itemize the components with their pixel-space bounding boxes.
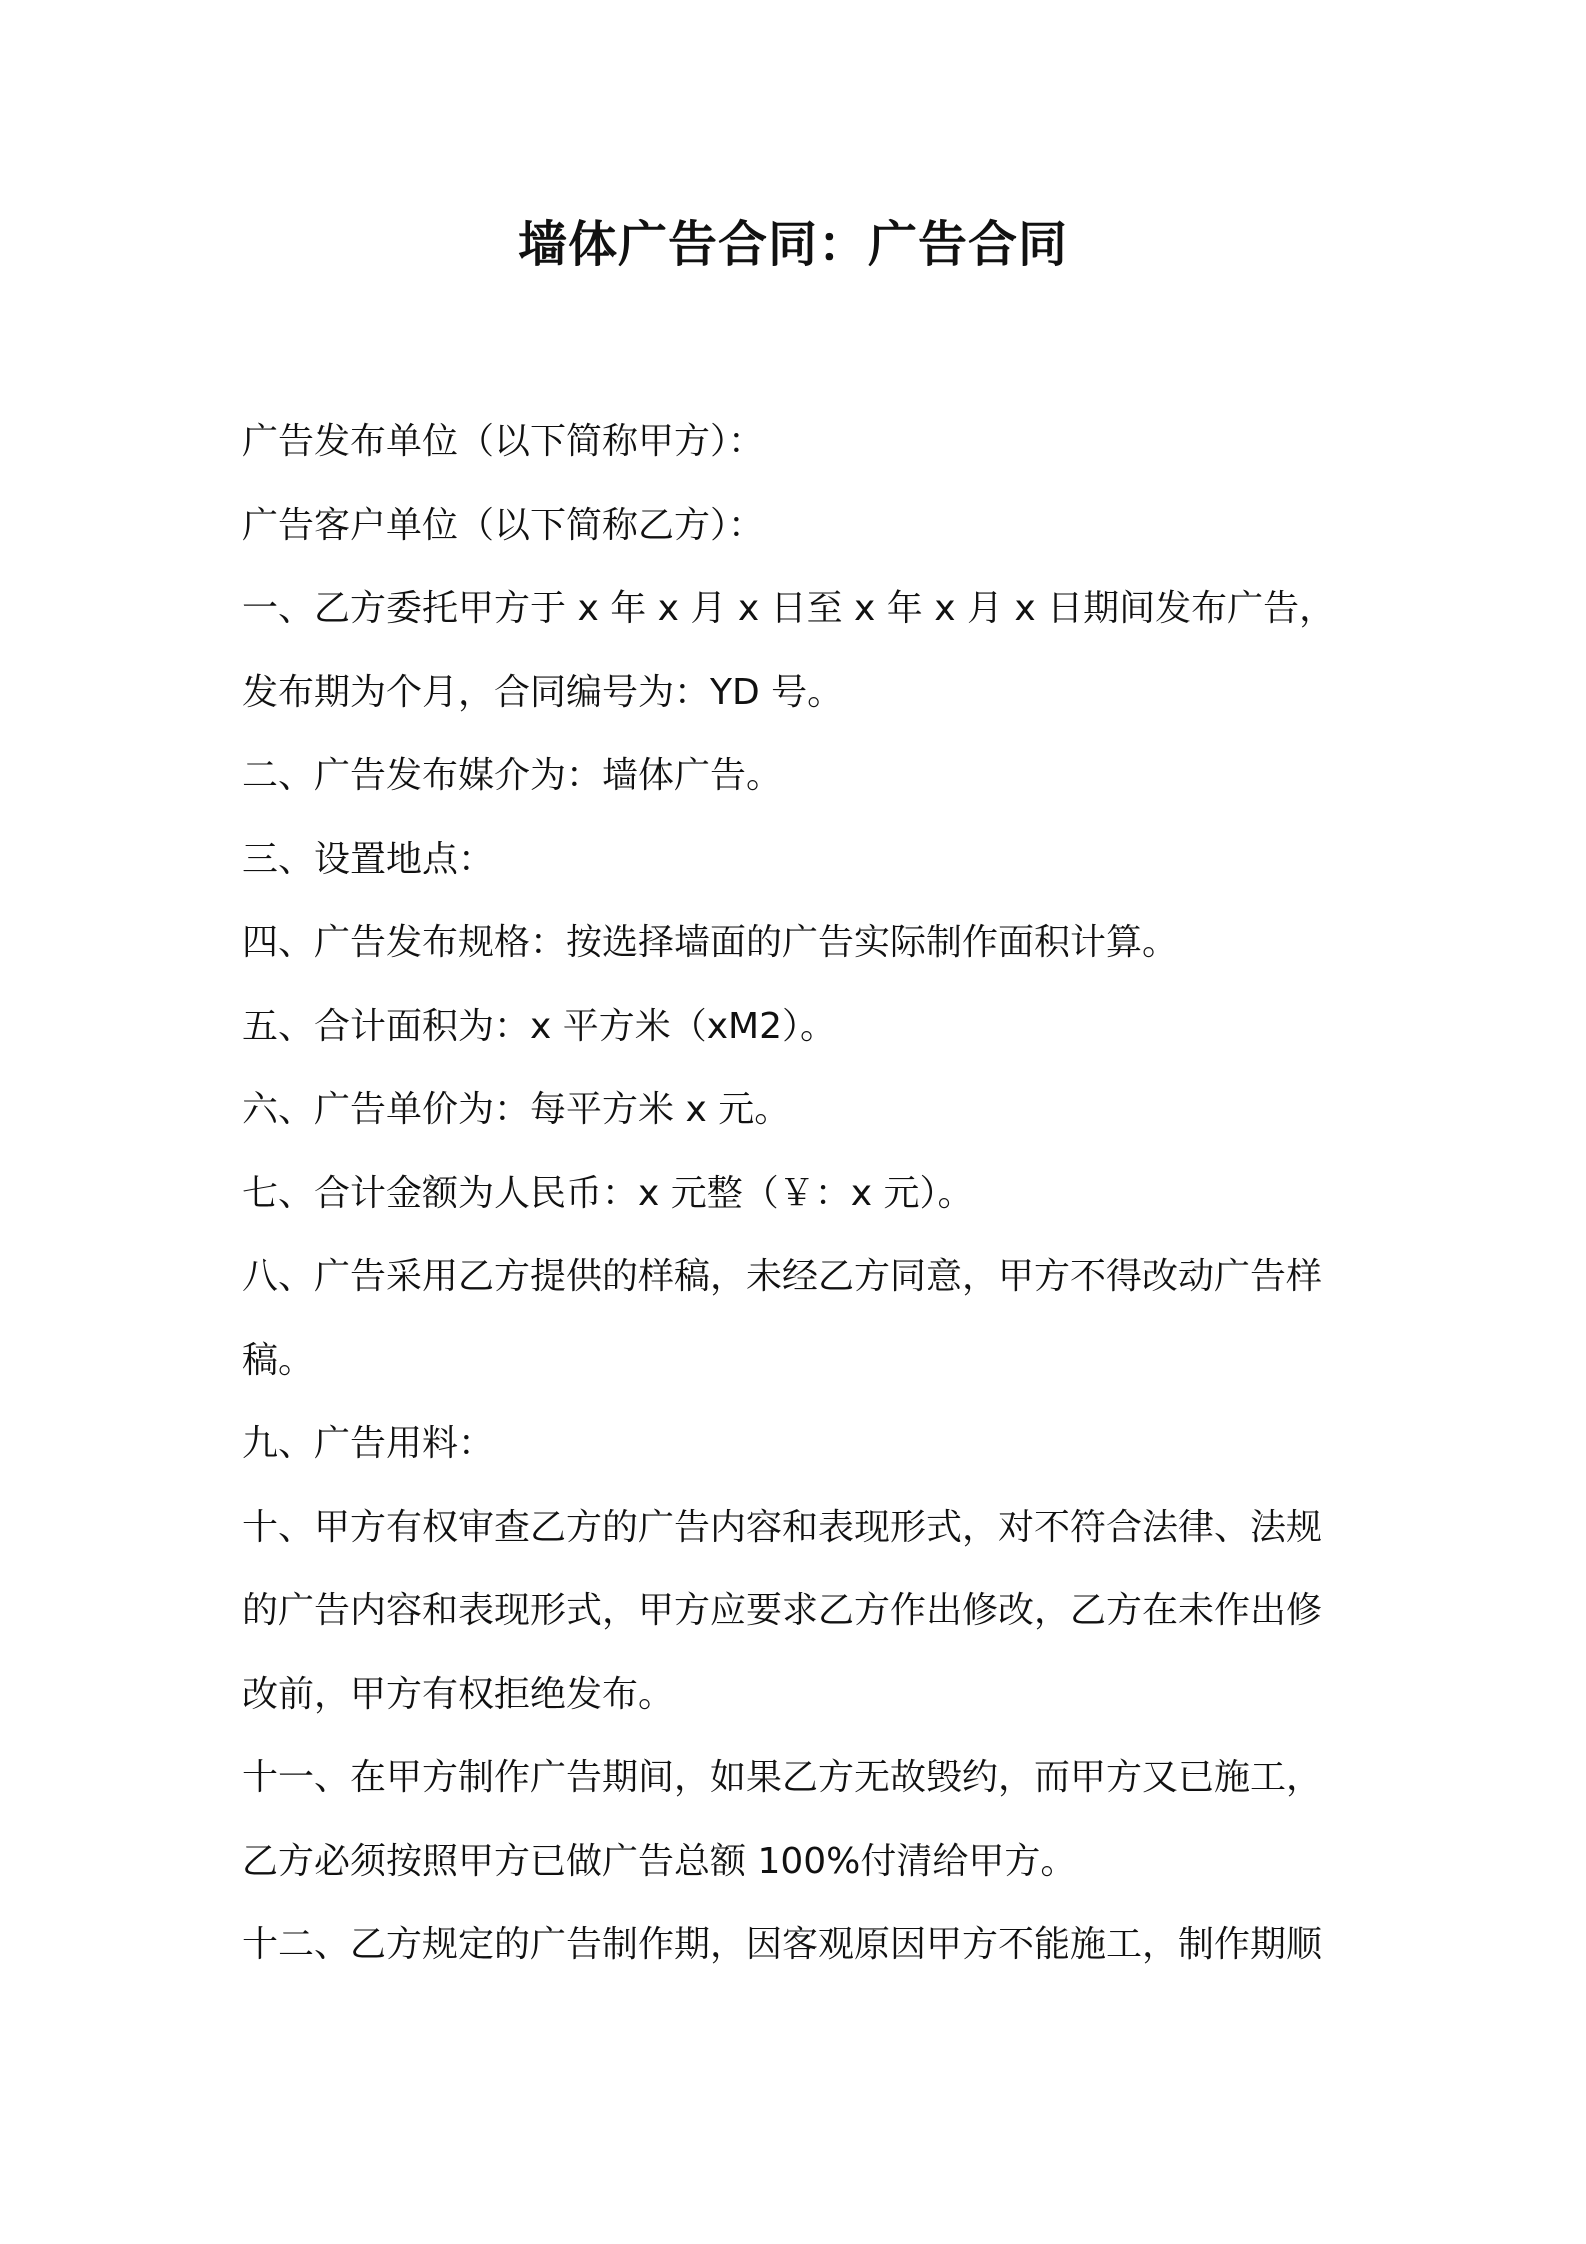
document-title: 墙体广告合同：广告合同 — [517, 216, 1068, 273]
text-line: 稿。 — [242, 1339, 315, 1381]
text-line: 二、广告发布媒介为：墙体广告。 — [242, 755, 783, 796]
text-line: 发布期为个月，合同编号为：YD 号。 — [242, 671, 844, 713]
text-line: 改前，甲方有权拒绝发布。 — [242, 1673, 675, 1715]
text-line: 十二、乙方规定的广告制作期，因客观原因甲方不能施工，制作期顺 — [242, 1924, 1323, 1965]
text-line: 三、设置地点： — [242, 838, 495, 880]
text-line: 七、合计金额为人民币：x 元整（￥：x 元）。 — [242, 1172, 974, 1214]
text-line: 九、广告用料： — [242, 1423, 495, 1464]
text-line: 十、甲方有权审查乙方的广告内容和表现形式，对不符合法律、法规 — [242, 1506, 1323, 1548]
text-line: 乙方必须按照甲方已做广告总额 100%付清给甲方。 — [242, 1840, 1077, 1882]
text-line: 一、乙方委托甲方于 x 年 x 月 x 日至 x 年 x 月 x 日期间发布广告， — [242, 588, 1336, 629]
text-line: 四、广告发布规格：按选择墙面的广告实际制作面积计算。 — [242, 922, 1179, 963]
document-body — [242, 400, 1362, 1987]
text-line: 十一、在甲方制作广告期间，如果乙方无故毁约，而甲方又已施工， — [242, 1757, 1323, 1798]
text-line: 的广告内容和表现形式，甲方应要求乙方作出修改，乙方在未作出修 — [242, 1590, 1323, 1631]
text-line: 广告客户单位（以下简称乙方）： — [242, 504, 765, 546]
text-line: 六、广告单价为：每平方米 x 元。 — [242, 1089, 791, 1130]
text-line: 广告发布单位（以下简称甲方）： — [242, 421, 765, 462]
text-line: 五、合计面积为：x 平方米（xM2）。 — [242, 1005, 837, 1047]
text-line: 八、广告采用乙方提供的样稿，未经乙方同意，甲方不得改动广告样 — [242, 1256, 1323, 1297]
